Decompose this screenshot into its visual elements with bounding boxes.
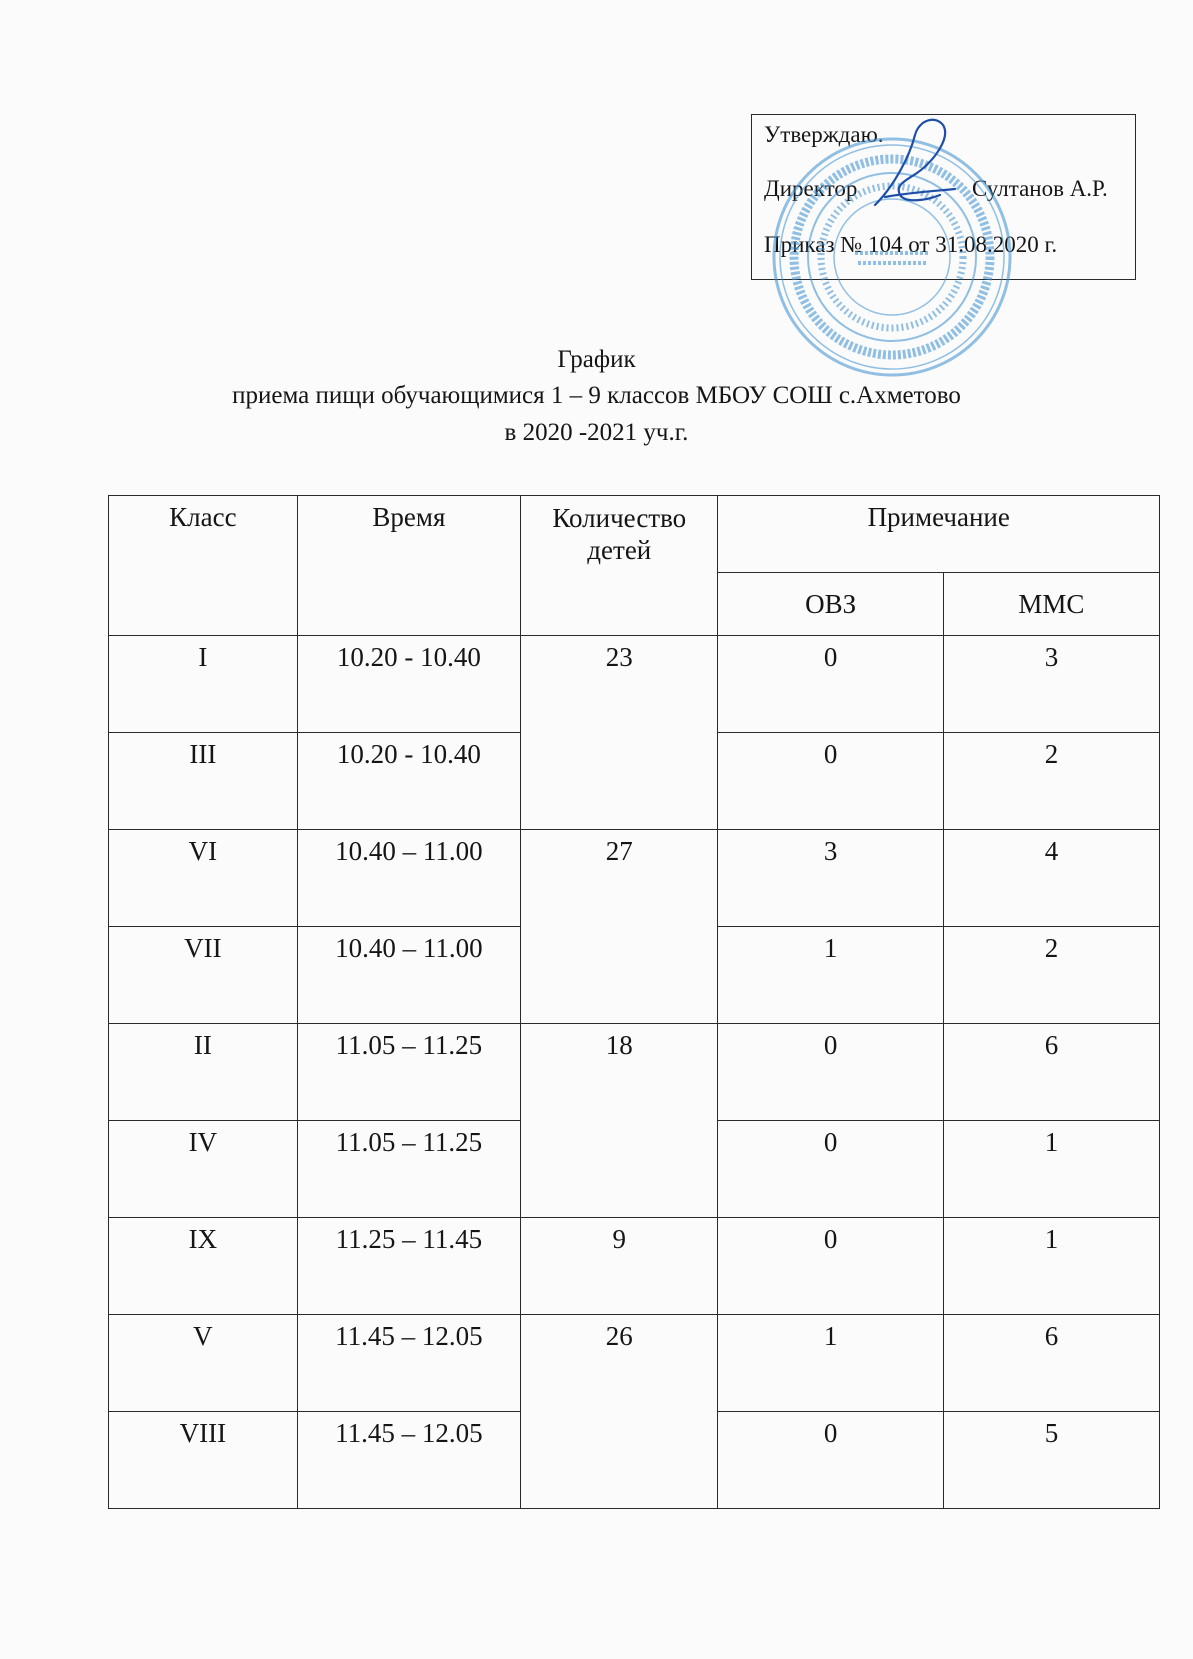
cell-ovz: 1 bbox=[718, 927, 943, 1024]
header-ovz: ОВЗ bbox=[718, 573, 943, 636]
document-title: График bbox=[557, 346, 636, 373]
cell-mms: 3 bbox=[943, 636, 1159, 733]
header-note: Примечание bbox=[718, 496, 1160, 573]
cell-time: 11.25 – 11.45 bbox=[297, 1218, 520, 1315]
cell-class: III bbox=[109, 733, 298, 830]
table-row bbox=[109, 830, 1160, 927]
cell-time: 10.20 - 10.40 bbox=[297, 733, 520, 830]
cell-class: VII bbox=[109, 927, 298, 1024]
cell-class: IV bbox=[109, 1121, 298, 1218]
approval-title: Утверждаю. bbox=[764, 122, 884, 147]
table-row bbox=[109, 636, 1160, 733]
cell-ovz: 0 bbox=[718, 1121, 943, 1218]
cell-ovz: 0 bbox=[718, 733, 943, 830]
cell-mms: 1 bbox=[943, 1218, 1159, 1315]
director-label: Директор bbox=[764, 176, 858, 201]
cell-mms: 2 bbox=[943, 927, 1159, 1024]
cell-ovz: 0 bbox=[718, 1024, 943, 1121]
approval-order: Приказ № 104 от 31.08.2020 г. bbox=[764, 232, 1058, 257]
cell-mms: 2 bbox=[943, 733, 1159, 830]
cell-mms: 6 bbox=[943, 1315, 1159, 1412]
approval-box bbox=[751, 114, 1136, 280]
cell-class: IX bbox=[109, 1218, 298, 1315]
cell-time: 11.45 – 12.05 bbox=[297, 1315, 520, 1412]
header-time: Время bbox=[297, 496, 520, 636]
cell-count: 26 bbox=[521, 1315, 718, 1509]
cell-class: II bbox=[109, 1024, 298, 1121]
cell-ovz: 0 bbox=[718, 1412, 943, 1509]
cell-ovz: 0 bbox=[718, 1218, 943, 1315]
cell-mms: 4 bbox=[943, 830, 1159, 927]
table-row bbox=[109, 1315, 1160, 1412]
meal-schedule-table bbox=[108, 495, 1160, 1509]
cell-count: 18 bbox=[521, 1024, 718, 1218]
cell-time: 11.05 – 11.25 bbox=[297, 1024, 520, 1121]
cell-ovz: 1 bbox=[718, 1315, 943, 1412]
cell-time: 11.05 – 11.25 bbox=[297, 1121, 520, 1218]
cell-ovz: 0 bbox=[718, 636, 943, 733]
cell-mms: 1 bbox=[943, 1121, 1159, 1218]
cell-ovz: 3 bbox=[718, 830, 943, 927]
director-name: Султанов А.Р. bbox=[972, 176, 1108, 201]
header-count: Количество детей bbox=[521, 496, 718, 636]
cell-time: 11.45 – 12.05 bbox=[297, 1412, 520, 1509]
table-row bbox=[109, 1024, 1160, 1121]
header-mms: ММС bbox=[943, 573, 1159, 636]
cell-count: 27 bbox=[521, 830, 718, 1024]
cell-class: V bbox=[109, 1315, 298, 1412]
cell-mms: 6 bbox=[943, 1024, 1159, 1121]
document-subtitle: приема пищи обучающимися 1 – 9 классов МБОУ СОШ с.Ахметово bbox=[232, 382, 961, 409]
header-class: Класс bbox=[109, 496, 298, 636]
cell-class: VI bbox=[109, 830, 298, 927]
cell-time: 10.40 – 11.00 bbox=[297, 927, 520, 1024]
cell-class: VIII bbox=[109, 1412, 298, 1509]
cell-count: 9 bbox=[521, 1218, 718, 1315]
cell-mms: 5 bbox=[943, 1412, 1159, 1509]
cell-time: 10.40 – 11.00 bbox=[297, 830, 520, 927]
cell-time: 10.20 - 10.40 bbox=[297, 636, 520, 733]
approval-director-line bbox=[764, 175, 1124, 203]
document-year: в 2020 -2021 уч.г. bbox=[504, 419, 689, 446]
table-row bbox=[109, 1218, 1160, 1315]
cell-class: I bbox=[109, 636, 298, 733]
cell-count: 23 bbox=[521, 636, 718, 830]
